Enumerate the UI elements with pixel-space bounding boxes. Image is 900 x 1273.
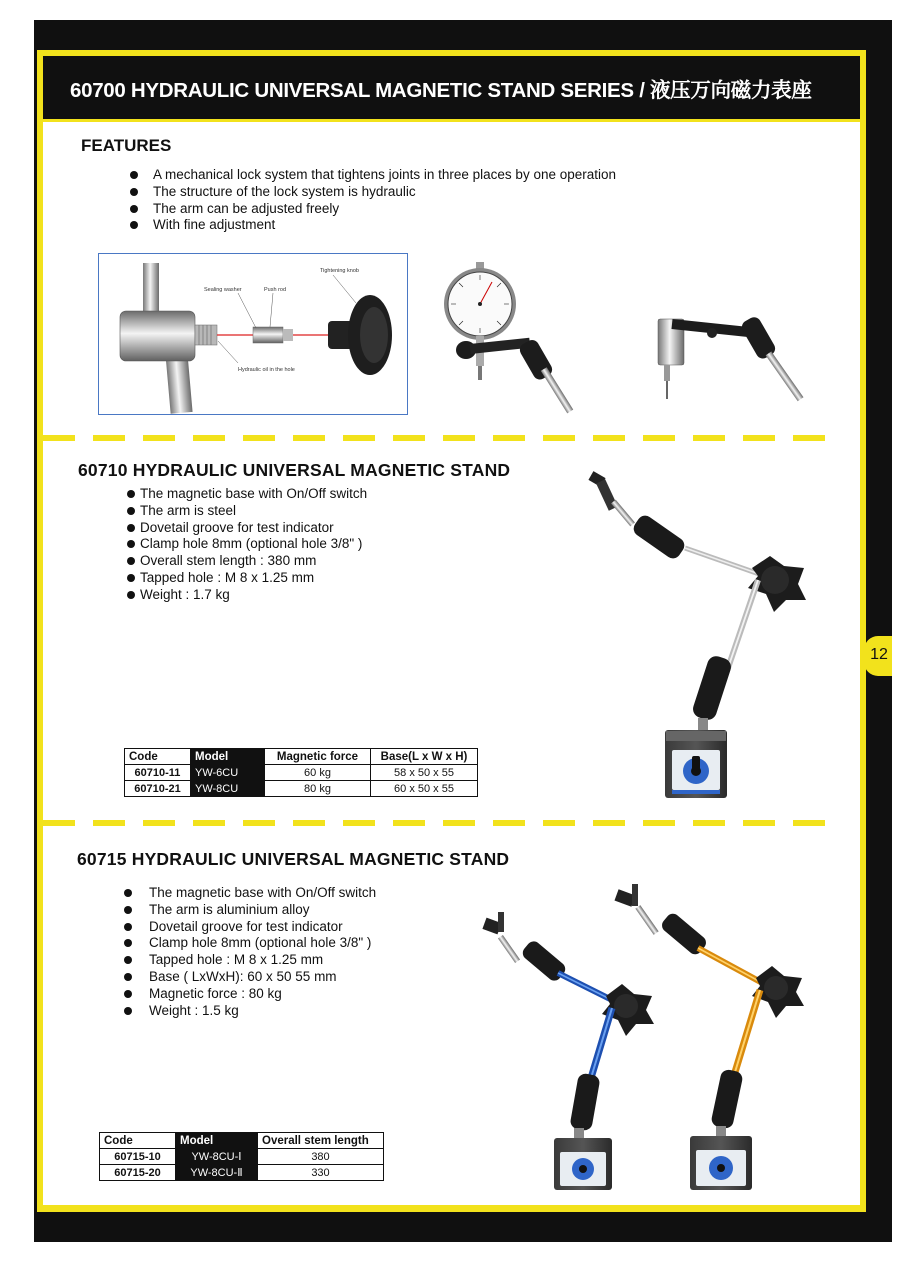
bullet-icon bbox=[127, 490, 135, 498]
list-item: With fine adjustment bbox=[130, 217, 616, 234]
table-cell: 60710-21 bbox=[125, 781, 191, 797]
table-row bbox=[125, 781, 478, 797]
label-hydraulic-oil: Hydraulic oil in the hole bbox=[238, 367, 295, 373]
spec-table-60715 bbox=[99, 1132, 384, 1181]
page-number: 12 bbox=[870, 646, 888, 663]
list-item: Base ( LxWxH): 60 x 50 55 mm bbox=[124, 969, 376, 986]
bullet-icon bbox=[130, 205, 138, 213]
table-cell: 60710-11 bbox=[125, 765, 191, 781]
table-header: Overall stem length bbox=[258, 1133, 384, 1149]
list-item: A mechanical lock system that tightens joints in three places by one operation bbox=[130, 167, 616, 184]
table-header: Code bbox=[125, 749, 191, 765]
bullet-icon bbox=[124, 990, 132, 998]
lock-mechanism-diagram bbox=[98, 253, 408, 415]
table-row bbox=[125, 765, 478, 781]
table-header: Model bbox=[176, 1133, 258, 1149]
list-item: Overall stem length : 380 mm bbox=[127, 553, 367, 570]
bullet-icon bbox=[130, 171, 138, 179]
section-divider bbox=[43, 820, 843, 826]
section-divider bbox=[43, 435, 843, 441]
table-cell: 58 x 50 x 55 bbox=[371, 765, 478, 781]
label-sealing-washer: Sealing washer bbox=[204, 287, 242, 293]
bullet-icon bbox=[127, 524, 135, 532]
bullet-icon bbox=[124, 923, 132, 931]
list-item: Magnetic force : 80 kg bbox=[124, 986, 376, 1003]
list-item: The arm is steel bbox=[127, 503, 367, 520]
list-item: Clamp hole 8mm (optional hole 3/8" ) bbox=[124, 935, 376, 952]
page-title: 60700 HYDRAULIC UNIVERSAL MAGNETIC STAND SERIES / 液压万向磁力表座 bbox=[70, 79, 812, 102]
list-item: Dovetail groove for test indicator bbox=[124, 919, 376, 936]
table-cell: YW-8CU-Ⅱ bbox=[176, 1165, 258, 1181]
stand-60715-gold-photo bbox=[608, 882, 808, 1192]
bullet-icon bbox=[127, 540, 135, 548]
attachment-photo bbox=[648, 305, 828, 420]
spec-table-60710 bbox=[124, 748, 478, 797]
table-cell: 60 x 50 x 55 bbox=[371, 781, 478, 797]
stand-60710-photo bbox=[580, 468, 815, 803]
table-header: Code bbox=[100, 1133, 176, 1149]
features-list bbox=[130, 167, 616, 234]
table-cell: 380 bbox=[258, 1149, 384, 1165]
dial-indicator-photo bbox=[440, 258, 600, 418]
label-tightening-knob: Tightening knob bbox=[320, 268, 359, 274]
table-cell: 60715-10 bbox=[100, 1149, 176, 1165]
table-header: Model bbox=[191, 749, 265, 765]
bullet-icon bbox=[124, 906, 132, 914]
table-cell: 60715-20 bbox=[100, 1165, 176, 1181]
table-header: Magnetic force bbox=[265, 749, 371, 765]
table-row bbox=[100, 1149, 384, 1165]
table-cell: YW-6CU bbox=[191, 765, 265, 781]
bullet-icon bbox=[127, 591, 135, 599]
bullet-icon bbox=[127, 574, 135, 582]
list-item: Dovetail groove for test indicator bbox=[127, 520, 367, 537]
bullet-icon bbox=[127, 557, 135, 565]
table-cell: 80 kg bbox=[265, 781, 371, 797]
bullet-icon bbox=[124, 889, 132, 897]
spec-list-60715 bbox=[124, 885, 376, 1019]
list-item: The magnetic base with On/Off switch bbox=[124, 885, 376, 902]
section-title-60710: 60710 HYDRAULIC UNIVERSAL MAGNETIC STAND bbox=[78, 460, 511, 480]
spec-list-60710 bbox=[127, 486, 367, 604]
list-item: The structure of the lock system is hydraulic bbox=[130, 184, 616, 201]
label-push-rod: Push rod bbox=[264, 287, 287, 293]
table-header: Base(L x W x H) bbox=[371, 749, 478, 765]
table-row bbox=[100, 1165, 384, 1181]
bullet-icon bbox=[124, 956, 132, 964]
list-item: The arm can be adjusted freely bbox=[130, 201, 616, 218]
features-heading: FEATURES bbox=[81, 136, 172, 155]
list-item: Weight : 1.7 kg bbox=[127, 587, 367, 604]
table-header-row bbox=[100, 1133, 384, 1149]
list-item: Weight : 1.5 kg bbox=[124, 1003, 376, 1020]
table-cell: YW-8CU bbox=[191, 781, 265, 797]
table-cell: 60 kg bbox=[265, 765, 371, 781]
list-item: Tapped hole : M 8 x 1.25 mm bbox=[127, 570, 367, 587]
table-header-row bbox=[125, 749, 478, 765]
bullet-icon bbox=[130, 188, 138, 196]
bullet-icon bbox=[127, 507, 135, 515]
list-item: The arm is aluminium alloy bbox=[124, 902, 376, 919]
bullet-icon bbox=[124, 939, 132, 947]
bullet-icon bbox=[130, 221, 138, 229]
list-item: The magnetic base with On/Off switch bbox=[127, 486, 367, 503]
table-cell: 330 bbox=[258, 1165, 384, 1181]
bullet-icon bbox=[124, 973, 132, 981]
section-title-60715: 60715 HYDRAULIC UNIVERSAL MAGNETIC STAND bbox=[77, 849, 510, 869]
list-item: Tapped hole : M 8 x 1.25 mm bbox=[124, 952, 376, 969]
list-item: Clamp hole 8mm (optional hole 3/8" ) bbox=[127, 536, 367, 553]
table-cell: YW-8CU-Ⅰ bbox=[176, 1149, 258, 1165]
bullet-icon bbox=[124, 1007, 132, 1015]
